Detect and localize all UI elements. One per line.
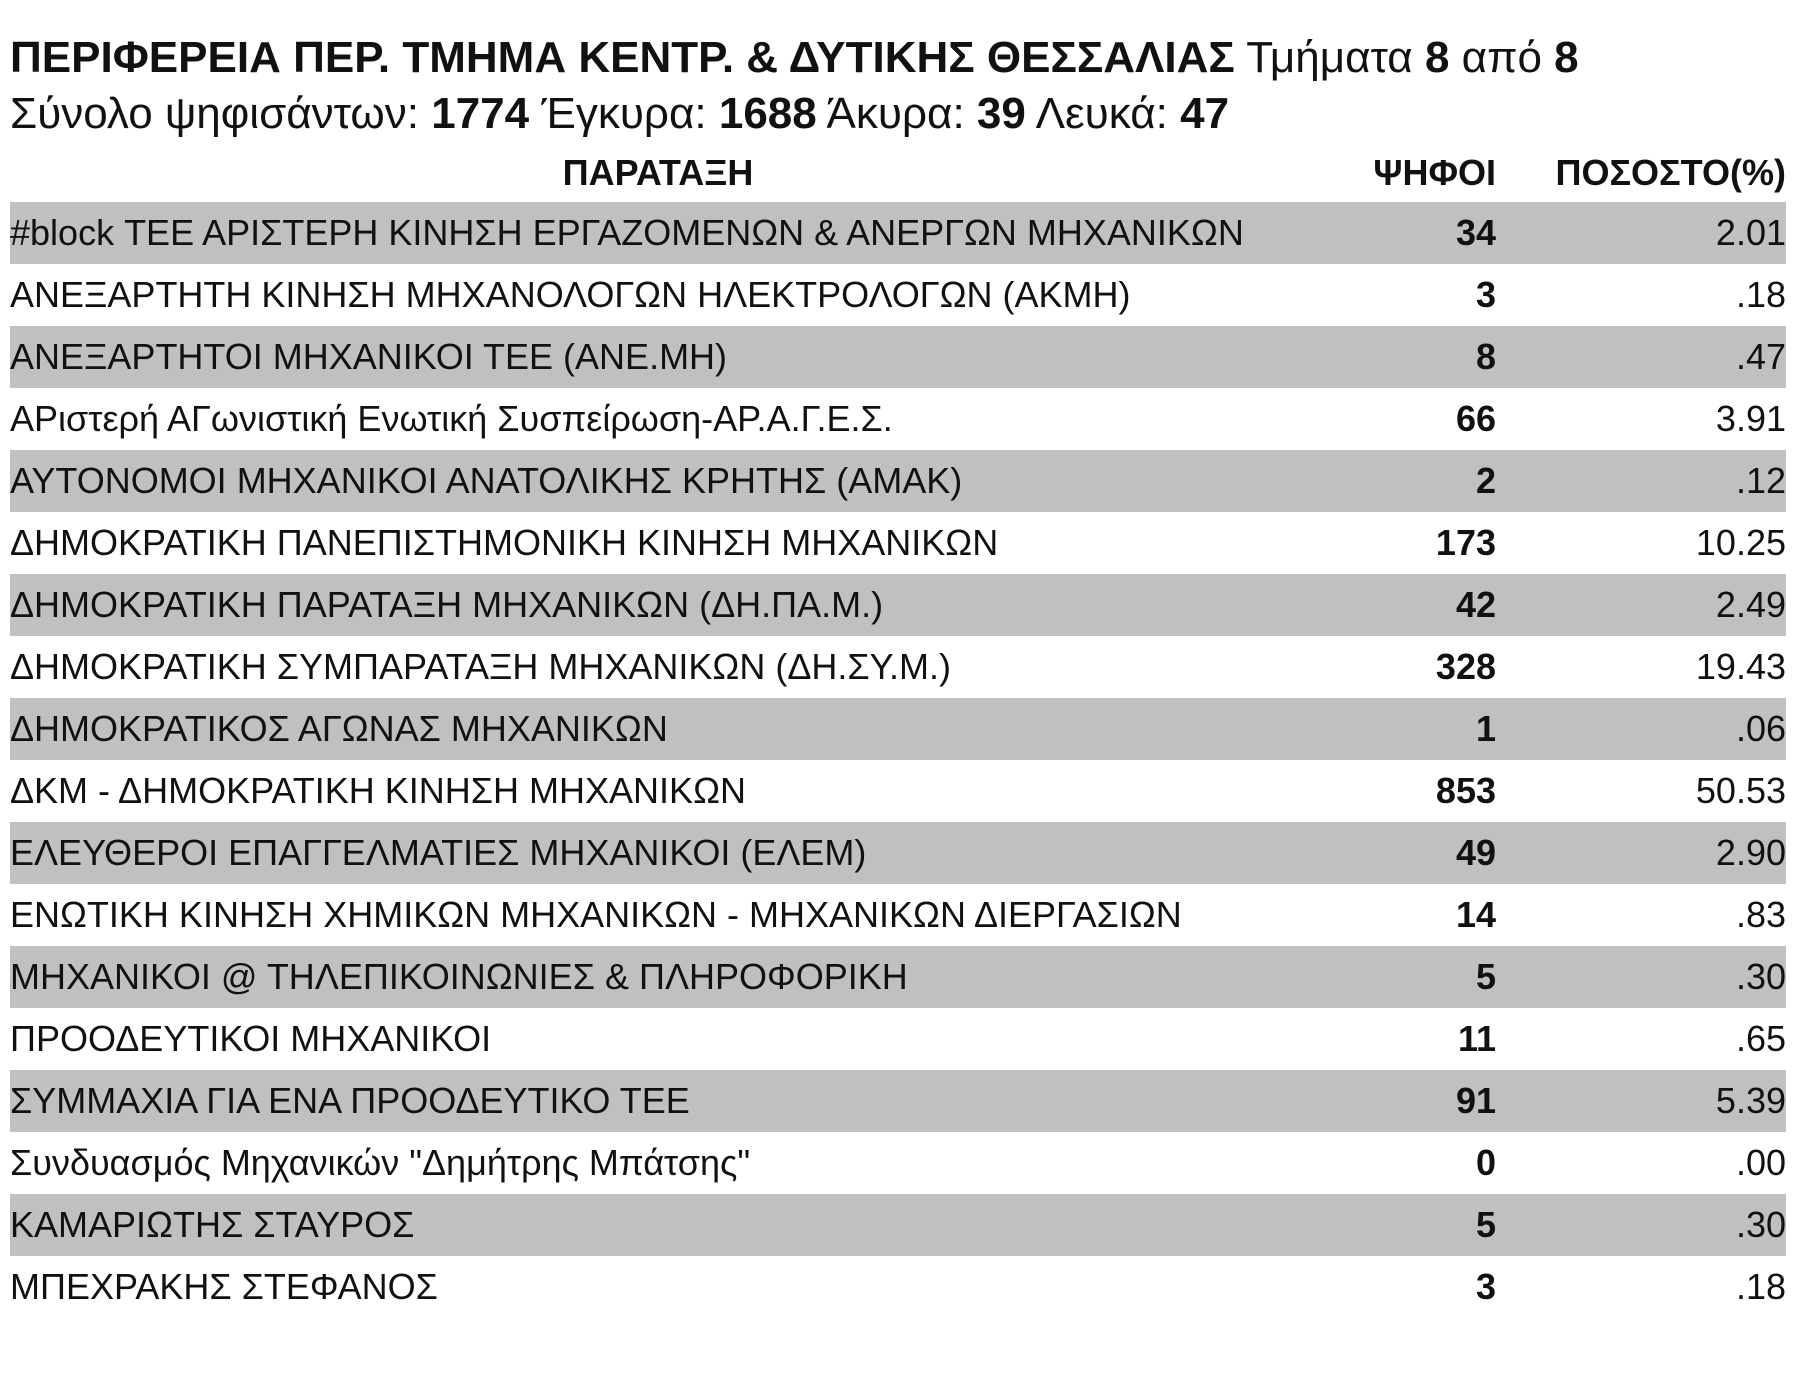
votes-cell: 3 <box>1475 274 1496 315</box>
percent-cell: .30 <box>1496 946 1786 1008</box>
votes-cell: 14 <box>1455 894 1496 935</box>
votes-cell: 3 <box>1475 1266 1496 1307</box>
votes-cell: 853 <box>1435 770 1496 811</box>
invalid-value: 39 <box>976 89 1026 138</box>
percent-cell: 5.39 <box>1496 1070 1786 1132</box>
party-name-cell: ΚΑΜΑΡΙΩΤΗΣ ΣΤΑΥΡΟΣ <box>10 1194 1306 1256</box>
invalid-label: Άκυρα: <box>826 89 965 138</box>
results-page <box>10 30 1800 1318</box>
title-line <box>10 30 1800 86</box>
percent-cell: .06 <box>1496 698 1786 760</box>
votes-cell: 66 <box>1455 398 1496 439</box>
votes-cell: 11 <box>1457 1018 1496 1059</box>
votes-cell: 91 <box>1306 1070 1496 1132</box>
party-name-cell: ΑΝΕΞΑΡΤΗΤΟΙ ΜΗΧΑΝΙΚΟΙ ΤΕΕ (ΑΝΕ.ΜΗ) <box>10 326 1306 388</box>
sections-of: από <box>1461 33 1542 82</box>
voters-value: 1774 <box>431 89 530 138</box>
results-body <box>10 202 1786 1318</box>
percent-cell: .83 <box>1735 894 1786 935</box>
blank-label: Λευκά: <box>1035 89 1168 138</box>
table-row <box>10 202 1786 264</box>
percent-cell: 2.90 <box>1496 822 1786 884</box>
party-name-cell: ΔΚΜ - ΔΗΜΟΚΡΑΤΙΚΗ ΚΙΝΗΣΗ ΜΗΧΑΝΙΚΩΝ <box>10 770 746 811</box>
party-name-cell: ΜΗΧΑΝΙΚΟΙ @ ΤΗΛΕΠΙΚΟΙΝΩΝΙΕΣ & ΠΛΗΡΟΦΟΡΙΚΗ <box>10 946 1306 1008</box>
party-name-cell: Συνδυασμός Μηχανικών "Δημήτρης Μπάτσης" <box>10 1142 751 1183</box>
votes-cell: 328 <box>1435 646 1496 687</box>
percent-cell: 3.91 <box>1715 398 1786 439</box>
percent-cell: .47 <box>1496 326 1786 388</box>
percent-cell: .18 <box>1735 1266 1786 1307</box>
header-party: ΠΑΡΑΤΑΞΗ <box>562 152 754 193</box>
header-percent: ΠΟΣΟΣΤΟ(%) <box>1555 152 1786 193</box>
votes-cell: 8 <box>1306 326 1496 388</box>
party-name-cell: ΔΗΜΟΚΡΑΤΙΚΟΣ ΑΓΩΝΑΣ ΜΗΧΑΝΙΚΩΝ <box>10 698 1306 760</box>
table-row <box>10 1070 1786 1132</box>
blank-value: 47 <box>1180 89 1230 138</box>
votes-cell: 34 <box>1306 202 1496 264</box>
percent-cell: .30 <box>1496 1194 1786 1256</box>
votes-cell: 173 <box>1435 522 1496 563</box>
header-votes: ΨΗΦΟΙ <box>1373 152 1496 193</box>
table-row <box>10 1008 1786 1070</box>
table-header-row <box>10 144 1786 202</box>
votes-cell: 42 <box>1306 574 1496 636</box>
percent-cell: .00 <box>1735 1142 1786 1183</box>
percent-cell: 10.25 <box>1695 522 1786 563</box>
party-name-cell: ΑΡιστερή ΑΓωνιστική Ενωτική Συσπείρωση-ΑΡ.Α.Γ.Ε.Σ. <box>10 398 893 439</box>
table-row <box>10 326 1786 388</box>
percent-cell: 2.01 <box>1496 202 1786 264</box>
percent-cell: .12 <box>1496 450 1786 512</box>
table-row <box>10 1132 1786 1194</box>
party-name-cell: ΠΡΟΟΔΕΥΤΙΚΟΙ ΜΗΧΑΝΙΚΟΙ <box>10 1018 492 1059</box>
party-name-cell: ΑΥΤΟΝΟΜΟΙ ΜΗΧΑΝΙΚΟΙ ΑΝΑΤΟΛΙΚΗΣ ΚΡΗΤΗΣ (ΑΜΑΚ) <box>10 450 1306 512</box>
table-row <box>10 388 1786 450</box>
party-name-cell: ΜΠΕΧΡΑΚΗΣ ΣΤΕΦΑΝΟΣ <box>10 1266 438 1307</box>
valid-value: 1688 <box>718 89 817 138</box>
results-table <box>10 144 1786 1318</box>
table-row <box>10 760 1786 822</box>
party-name-cell: ΕΛΕΥΘΕΡΟΙ ΕΠΑΓΓΕΛΜΑΤΙΕΣ ΜΗΧΑΝΙΚΟΙ (ΕΛΕΜ) <box>10 822 1306 884</box>
party-name-cell: ΔΗΜΟΚΡΑΤΙΚΗ ΠΑΡΑΤΑΞΗ ΜΗΧΑΝΙΚΩΝ (ΔΗ.ΠΑ.Μ.) <box>10 574 1306 636</box>
table-row <box>10 512 1786 574</box>
percent-cell: 50.53 <box>1695 770 1786 811</box>
percent-cell: .65 <box>1735 1018 1786 1059</box>
votes-cell: 2 <box>1306 450 1496 512</box>
table-row <box>10 1194 1786 1256</box>
table-row <box>10 822 1786 884</box>
votes-cell: 5 <box>1306 946 1496 1008</box>
table-row <box>10 264 1786 326</box>
party-name-cell: ΔΗΜΟΚΡΑΤΙΚΗ ΠΑΝΕΠΙΣΤΗΜΟΝΙΚΗ ΚΙΝΗΣΗ ΜΗΧΑΝΙΚΩΝ <box>10 522 999 563</box>
party-name-cell: ΔΗΜΟΚΡΑΤΙΚΗ ΣΥΜΠΑΡΑΤΑΞΗ ΜΗΧΑΝΙΚΩΝ (ΔΗ.ΣΥ.Μ.) <box>10 646 952 687</box>
table-row <box>10 698 1786 760</box>
party-name-cell: ΕΝΩΤΙΚΗ ΚΙΝΗΣΗ ΧΗΜΙΚΩΝ ΜΗΧΑΝΙΚΩΝ - ΜΗΧΑΝΙΚΩΝ ΔΙΕΡΓΑΣΙΩΝ <box>10 894 1182 935</box>
voters-label: Σύνολο ψηφισάντων: <box>10 89 419 138</box>
table-row <box>10 574 1786 636</box>
party-name-cell: #block ΤΕΕ ΑΡΙΣΤΕΡΗ ΚΙΝΗΣΗ ΕΡΓΑΖΟΜΕΝΩΝ & ΑΝΕΡΓΩΝ ΜΗΧΑΝΙΚΩΝ <box>10 202 1306 264</box>
votes-cell: 5 <box>1306 1194 1496 1256</box>
valid-label: Έγκυρα: <box>541 89 707 138</box>
sections-counted: 8 <box>1424 33 1450 82</box>
table-row <box>10 1256 1786 1318</box>
sections-label: Τμήματα <box>1246 33 1413 82</box>
percent-cell: .18 <box>1735 274 1786 315</box>
percent-cell: 19.43 <box>1695 646 1786 687</box>
table-row <box>10 636 1786 698</box>
votes-cell: 49 <box>1306 822 1496 884</box>
party-name-cell: ΣΥΜΜΑΧΙΑ ΓΙΑ ΕΝΑ ΠΡΟΟΔΕΥΤΙΚΟ ΤΕΕ <box>10 1070 1306 1132</box>
table-row <box>10 884 1786 946</box>
region-title: ΠΕΡΙΦΕΡΕΙΑ ΠΕΡ. ΤΜΗΜΑ ΚΕΝΤΡ. & ΔΥΤΙΚΗΣ ΘΕΣΣΑΛΙΑΣ <box>10 33 1235 82</box>
table-row <box>10 450 1786 512</box>
votes-cell: 0 <box>1475 1142 1496 1183</box>
percent-cell: 2.49 <box>1496 574 1786 636</box>
votes-cell: 1 <box>1306 698 1496 760</box>
sections-total: 8 <box>1554 33 1579 82</box>
summary-line <box>10 86 1800 142</box>
party-name-cell: ΑΝΕΞΑΡΤΗΤΗ ΚΙΝΗΣΗ ΜΗΧΑΝΟΛΟΓΩΝ ΗΛΕΚΤΡΟΛΟΓΩΝ (ΑΚΜΗ) <box>10 274 1131 315</box>
table-row <box>10 946 1786 1008</box>
